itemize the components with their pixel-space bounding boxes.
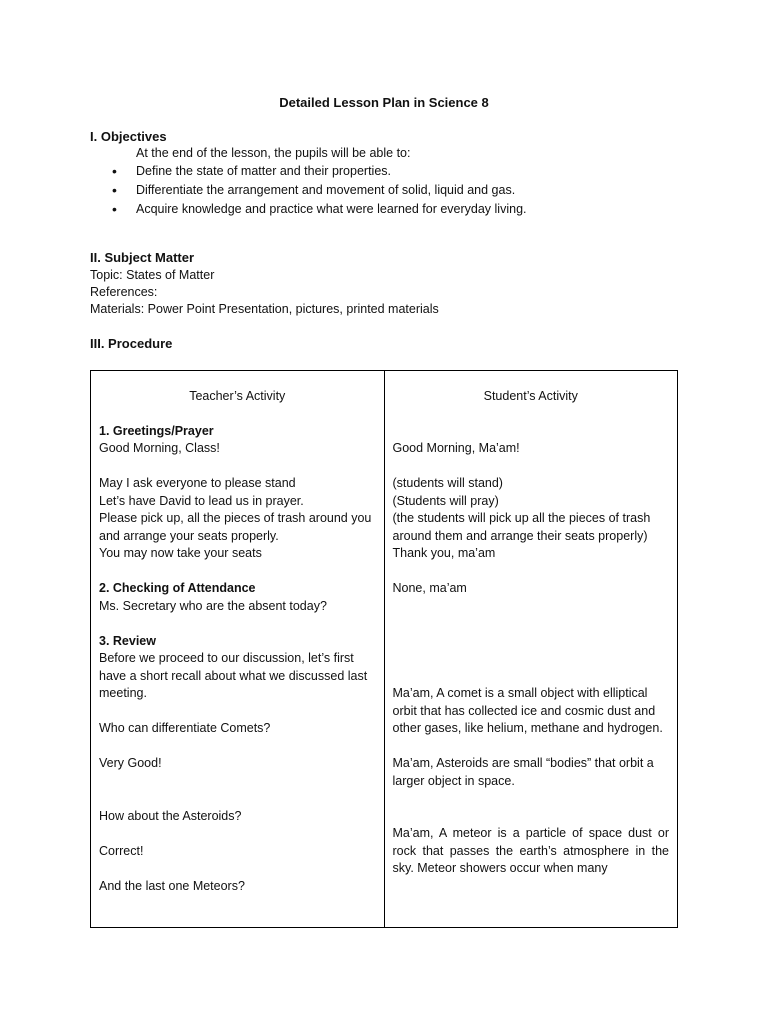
topic-line: Topic: States of Matter — [90, 268, 215, 282]
student-meteor-answer: Ma’am, A meteor is a particle of space dust or rock that passes the earth’s atmosphere in the sky. Meteor showers occur when many — [392, 826, 669, 875]
student-activity-header: Student’s Activity — [483, 389, 578, 403]
procedure-heading: III. Procedure — [90, 336, 173, 351]
bullet-icon: • — [112, 163, 117, 179]
document-title: Detailed Lesson Plan in Science 8 — [279, 95, 489, 110]
teacher-meteors: And the last one Meteors? — [99, 878, 245, 893]
teacher-absent: Ms. Secretary who are the absent today? — [99, 598, 327, 613]
bullet-icon: • — [112, 182, 117, 198]
objectives-list — [112, 162, 527, 219]
teacher-very-good: Very Good! — [99, 756, 162, 770]
teacher-seats: You may now take your seats — [99, 546, 262, 560]
student-pray: (Students will pray) — [392, 493, 499, 508]
student-greet: Good Morning, Ma’am! — [392, 441, 520, 455]
teacher-greet: Good Morning, Class! — [99, 441, 220, 455]
list-item: • Define the state of matter and their properties. — [112, 163, 391, 179]
student-asteroid-answer: Ma’am, Asteroids are small “bodies” that orbit a larger object in space. — [392, 756, 654, 788]
teacher-column — [91, 371, 385, 928]
list-item: • Differentiate the arrangement and movement of solid, liquid and gas. — [112, 182, 516, 198]
teacher-correct: Correct! — [99, 843, 144, 858]
student-column — [384, 371, 678, 928]
teacher-activity-header: Teacher’s Activity — [189, 389, 286, 403]
teacher-stand: May I ask everyone to please stand — [99, 476, 296, 490]
teacher-recall: Before we proceed to our discussion, let’s first have a short recall about what we discussed last meeting. — [99, 651, 368, 700]
objectives-heading: I. Objectives — [90, 129, 167, 144]
student-thanks: Thank you, ma’am — [392, 546, 496, 560]
teacher-asteroids: How about the Asteroids? — [99, 808, 242, 823]
attendance-title: 2. Checking of Attendance — [99, 581, 256, 595]
student-none: None, ma’am — [392, 581, 467, 595]
bullet-icon: • — [112, 201, 117, 217]
materials-line: Materials: Power Point Presentation, pictures, printed materials — [90, 302, 439, 316]
student-stand: (students will stand) — [392, 476, 503, 490]
teacher-comets: Who can differentiate Comets? — [99, 721, 271, 735]
list-item: • Acquire knowledge and practice what were learned for everyday living. — [112, 201, 527, 217]
procedure-table — [90, 370, 678, 928]
student-comet-answer: Ma’am, A comet is a small object with elliptical orbit that has collected ice and cosmic dust and other gases, like helium, methane and hydrogen. — [392, 686, 663, 735]
student-trash: (the students will pick up all the pieces of trash around them and arrange their seats properly) — [392, 511, 651, 543]
teacher-prayer: Let’s have David to lead us in prayer. — [99, 493, 304, 508]
subject-matter-heading: II. Subject Matter — [90, 250, 195, 265]
references-line: References: — [90, 285, 158, 299]
teacher-trash: Please pick up, all the pieces of trash around you and arrange your seats properly. — [99, 511, 372, 543]
objectives-intro: At the end of the lesson, the pupils will be able to: — [136, 146, 411, 160]
review-title: 3. Review — [99, 633, 156, 648]
greetings-title: 1. Greetings/Prayer — [99, 423, 214, 438]
